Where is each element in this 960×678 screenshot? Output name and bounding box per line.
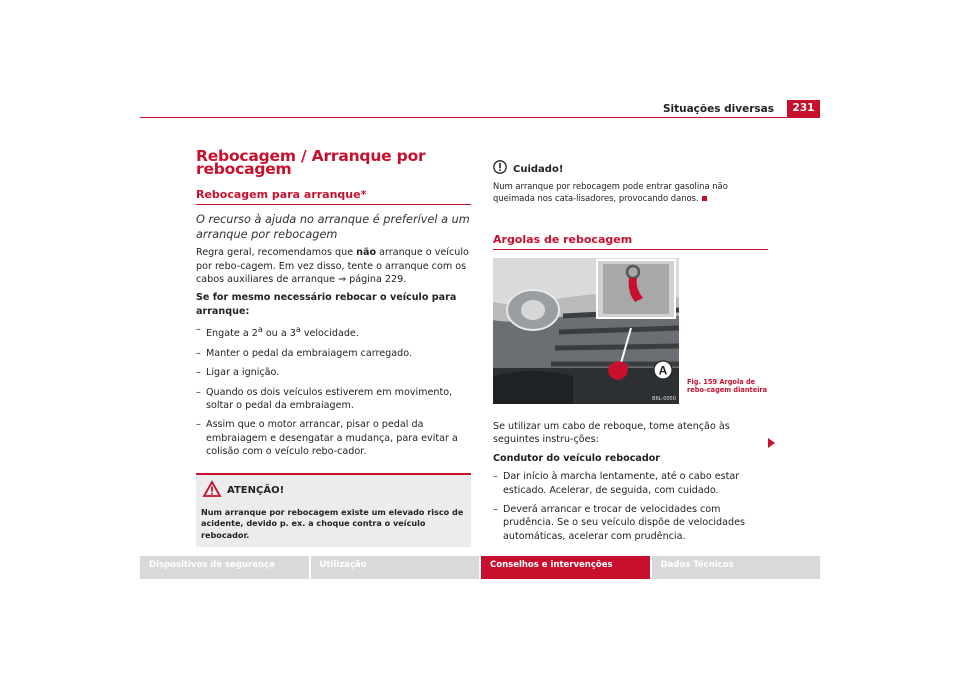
footer-nav	[140, 556, 820, 579]
caution-title: Cuidado!	[513, 163, 564, 175]
list-item: – Assim que o motor arrancar, pisar o pedal da embraiagem e desengatar a mudança, para evitar a colisão com o veículo rebo-cador.	[196, 419, 458, 458]
subsection-title: Rebocagem para arranque*	[196, 188, 471, 205]
step4-text: Quando os dois veículos estiverem em movimento, soltar o pedal da embraiagem.	[206, 386, 453, 412]
intro-text-2: arranque o veículo por rebo-cagem. Em vez disso, tente o arranque com os cabos auxiliares de arranque ⇒ página 229.	[196, 247, 469, 286]
warning-triangle-icon	[203, 481, 221, 501]
intro-text-1: Regra geral, recomendamos que	[196, 247, 354, 259]
section-title: Rebocagem / Arranque por rebocagem	[196, 147, 426, 179]
header-rule	[140, 117, 820, 118]
next-page-arrow-icon[interactable]	[768, 438, 775, 448]
step1-pre: Engate a 2	[206, 328, 258, 340]
list-item: – Quando os dois veículos estiverem em movimento, soltar o pedal da embraiagem.	[196, 386, 453, 412]
step2-text: Manter o pedal da embraiagem carregado.	[206, 347, 412, 359]
warning-box	[196, 473, 471, 547]
caution-paragraph	[493, 181, 768, 204]
exclamation-circle-icon	[493, 160, 507, 178]
right-paragraph: Se utilizar um cabo de reboque, tome atenção às seguintes instru-ções:	[493, 421, 730, 446]
right-column	[493, 160, 768, 549]
page-number: 231	[787, 100, 820, 117]
step1-sup1: a	[257, 325, 263, 335]
right-step1-text: Dar início à marcha lentamente, até o cabo estar esticado. Acelerar, de seguida, com cuidado.	[503, 471, 740, 496]
warning-header	[201, 481, 465, 501]
list-item: – Ligar a ignição.	[196, 367, 280, 379]
intro-bold: não	[356, 247, 377, 259]
list-item: – Manter o pedal da embraiagem carregado.	[196, 347, 412, 359]
step5-text: Assim que o motor arrancar, pisar o pedal da embraiagem e desengatar a mudança, para evitar a colisão com o veículo rebo-cador.	[206, 419, 458, 458]
footer-tab-dados-tecnicos[interactable]: Dados Técnicos	[652, 556, 821, 579]
footer-tab-seguranca[interactable]: Dispositivos de segurança	[140, 556, 309, 579]
step1-post: velocidade.	[300, 328, 359, 340]
list-item: – Deverá arrancar e trocar de velocidades com prudência. Se o seu veículo dispõe de velocidades automáticas, acelerar com prudência.	[493, 504, 746, 542]
footer-tab-utilizacao[interactable]: Utilização	[311, 556, 480, 579]
left-column	[196, 147, 471, 547]
figure-row	[493, 258, 768, 404]
steps-list	[196, 323, 471, 458]
lead-text: O recurso à ajuda no arranque é preferível a um arranque por rebocagem	[196, 213, 470, 241]
subsection-title-right: Argolas de rebocagem	[493, 233, 768, 250]
right-step2-text: Deverá arrancar e trocar de velocidades com prudência. Se o seu veículo dispõe de velocidades automáticas, acelerar com prudência.	[503, 504, 746, 542]
figure-caption: Fig. 159 Argola de rebo-cagem dianteira	[687, 377, 768, 394]
end-marker-icon	[702, 196, 707, 201]
steps-heading: Se for mesmo necessário rebocar o veículo para arranque:	[196, 292, 457, 317]
warning-title: ATENÇÃO!	[227, 485, 285, 497]
caution-text: Num arranque por rebocagem pode entrar gasolina não queimada nos cata-lisadores, provocando danos.	[493, 181, 728, 203]
list-item: – Engate a 2$^a$ ou a 3$^a$ velocidade.	[196, 324, 359, 340]
running-title: Situações diversas	[662, 103, 774, 115]
step1-mid: ou a 3	[262, 328, 296, 340]
steps-heading-right: Condutor do veículo rebocador	[493, 452, 661, 464]
steps-list-right	[493, 470, 768, 543]
step1-sup2: a	[295, 325, 301, 335]
warning-text: Num arranque por rebocagem existe um elevado risco de acidente, devido p. ex. a choque contra o veículo rebocador.	[201, 507, 464, 540]
footer-tab-conselhos[interactable]: Conselhos e intervenções	[481, 556, 650, 579]
tow-eye-illustration	[493, 258, 679, 404]
figure-code: B6L-0050	[652, 396, 676, 402]
caution-header	[493, 160, 768, 178]
step3-text: Ligar a ignição.	[206, 367, 280, 379]
figure-label-a: A	[658, 363, 668, 378]
list-item: – Dar início à marcha lentamente, até o cabo estar esticado. Acelerar, de seguida, com cuidado.	[493, 471, 740, 496]
intro-paragraph	[196, 246, 471, 286]
